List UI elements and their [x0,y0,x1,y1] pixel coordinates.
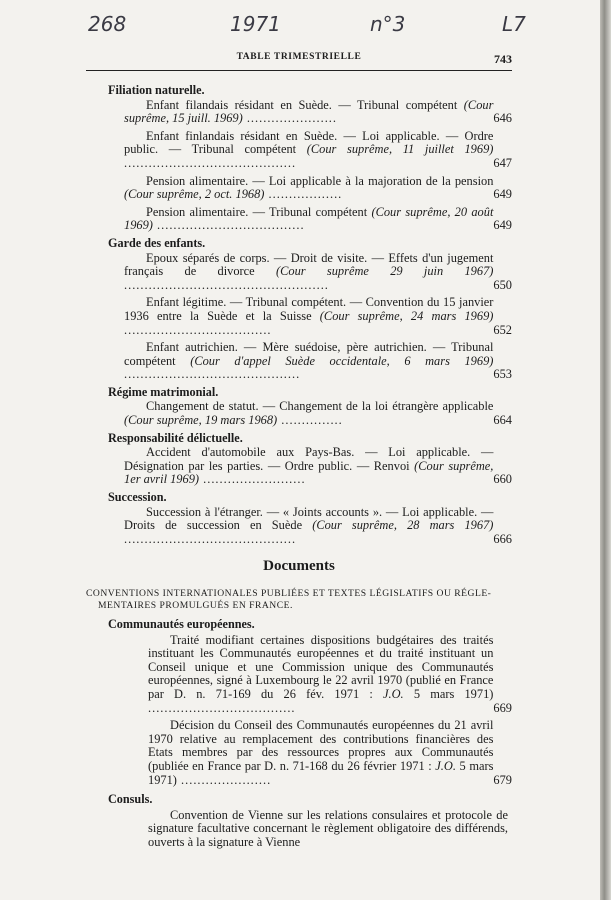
index-entry [86,175,512,202]
entry-citation: (Cour d'appel Suède occidentale, 6 mars 1969) [190,353,494,368]
section-title: Régime matrimonial. [108,384,219,399]
entry-page-number: 653 [493,367,512,382]
section-title: Communautés européennes. [108,617,255,631]
entry-page-number: 660 [493,472,512,487]
header-page-number: 743 [494,52,512,66]
section-title: Succession. [108,490,167,505]
entry-citation: J.O. [435,758,456,773]
entry-citation-tail: 5 mars 1971) [403,686,494,701]
entry-description: Enfant filandais résidant en Suède. — Tribunal compétent [146,97,458,112]
entry-citation: J.O. [383,686,404,701]
leader-dots: ............... [277,413,343,428]
section-title: Consuls. [108,792,153,807]
index-entry [86,719,512,787]
leader-dots: .................. [264,187,343,202]
entry-text [148,809,508,850]
entry-description: Convention de Vienne sur les relations consulaires et protocole de signature facultative concernant le règlement obligatoire des différends, ouverts à la signature à Vienne [148,807,508,849]
entry-text [124,341,493,382]
entry-description: Enfant finlandais résidant en Suède. — Loi applicable. — Ordre public. — Tribunal compétent [124,128,494,157]
leader-dots: .......................................... [124,155,297,170]
entry-page-number: 652 [493,322,512,337]
entry-text [124,130,493,171]
index-entry [86,296,512,337]
entry-citation: (Cour suprême, 2 oct. 1968) [124,187,265,202]
section-title: Garde des enfants. [108,235,206,250]
entry-page-number: 679 [493,772,512,787]
entry-description: Accident d'automobile aux Pays-Bas. — Loi applicable. — Désignation par les parties. — Ordre public. — Renvoi [124,445,494,473]
leader-dots: .................................... [148,700,296,715]
header-rule [86,70,512,71]
entry-page-number: 649 [493,187,512,202]
entry-description: Pension alimentaire. — Loi applicable à la majoration de la pension [146,173,494,188]
leader-dots: .................................... [124,322,272,337]
entry-citation-tail: 5 mars 1971) [148,758,494,787]
entry-description: Traité modifiant certaines dispositions budgétaires des traités instituant les Communautés européennes et du traité instituant un Conseil unique et une Commission unique des Communautés européennes, signé à Luxembourg le 22 avril 1970 (publié en France par D. n. 71-169 du 26 fév. 1971 : [148,632,494,701]
index-entry [86,206,512,233]
entry-page-number: 666 [493,531,512,546]
entry-description: Changement de statut. — Changement de la loi étrangère applicable [146,399,494,414]
entry-citation: (Cour suprême, 24 mars 1969) [319,308,494,323]
leader-dots: ...................... [242,111,337,126]
entry-citation: (Cour suprême, 19 mars 1968) [124,413,278,428]
handwritten-note-number: n°3 [370,12,406,36]
handwritten-note-right: L7 [502,12,526,36]
leader-dots: .......................................... [124,531,297,546]
index-entry [86,130,512,171]
entry-citation: (Cour suprême, 11 juillet 1969) [306,142,494,157]
leader-dots: .................................................. [124,277,329,292]
entry-page-number: 669 [493,700,512,715]
index-entry [86,506,512,547]
entry-text [148,719,493,787]
entry-page-number: 647 [493,155,512,170]
entry-text [124,175,493,202]
content [86,80,512,854]
entry-text [124,99,493,126]
entry-page-number: 650 [493,277,512,292]
index-entry [86,809,512,850]
conventions-line: MENTAIRES PROMULGUÉS EN FRANCE. [98,600,293,611]
entry-citation: (Cour suprême, 20 août 1969) [124,204,494,233]
entry-text [124,446,493,487]
running-header [86,52,512,66]
index-entry [86,252,512,293]
entry-description: Enfant légitime. — Tribunal compétent. — Convention du 15 janvier 1936 entre la Suède et la Suisse [124,295,494,323]
page-edge [600,0,611,900]
entry-text [124,506,493,547]
index-entry [86,99,512,126]
conventions-line: CONVENTIONS INTERNATIONALES PUBLIÉES ET TEXTES LÉGISLATIFS OU RÉGLE- [86,588,492,599]
entry-citation: (Cour suprême 29 juin 1967) [276,264,494,279]
entry-description: Epoux séparés de corps. — Droit de visite. — Effets d'un jugement français de divorce [124,250,494,279]
entry-description: Enfant autrichien. — Mère suédoise, père autrichien. — Tribunal compétent [124,340,494,368]
leader-dots: ...................... [176,772,272,787]
header-title: TABLE TRIMESTRIELLE [236,52,362,62]
entry-text [124,400,493,427]
entry-description: Succession à l'étranger. — « Joints accounts ». — Loi applicable. — Droits de succession en Suède [124,504,494,533]
handwritten-note-left: 268 [88,12,127,36]
index-entry [86,400,512,427]
entry-page-number: 664 [493,413,512,428]
entry-text [124,252,493,293]
entry-citation: (Cour suprême, 15 juill. 1969) [124,97,494,126]
entry-description: Pension alimentaire. — Tribunal compétent [146,204,368,219]
entry-description: Décision du Conseil des Communautés européennes du 21 avril 1970 relative au remplacement des contributions financières des Etats membres par des ressources propres aux Communautés (publiée en France par D. n. 71-168 du 26 février 1971 : [148,718,494,773]
entry-citation: (Cour suprême, 1er avril 1969) [124,458,494,487]
leader-dots: .................................... [152,218,305,233]
entry-citation: (Cour suprême, 28 mars 1967) [312,518,494,533]
entry-text [124,296,493,337]
documents-title: Documents [263,558,335,575]
entry-page-number: 646 [493,111,512,126]
leader-dots: ......................... [199,472,306,487]
leader-dots: ........................................... [124,367,301,382]
handwritten-note-year: 1971 [230,12,281,36]
entry-page-number: 649 [493,218,512,233]
entry-text [148,634,493,716]
index-entry [86,341,512,382]
section-title: Responsabilité délictuelle. [108,430,243,445]
conventions-heading [86,588,512,612]
section-title: Filiation naturelle. [108,83,205,97]
index-entry [86,634,512,716]
entry-text [124,206,493,233]
index-entry [86,446,512,487]
